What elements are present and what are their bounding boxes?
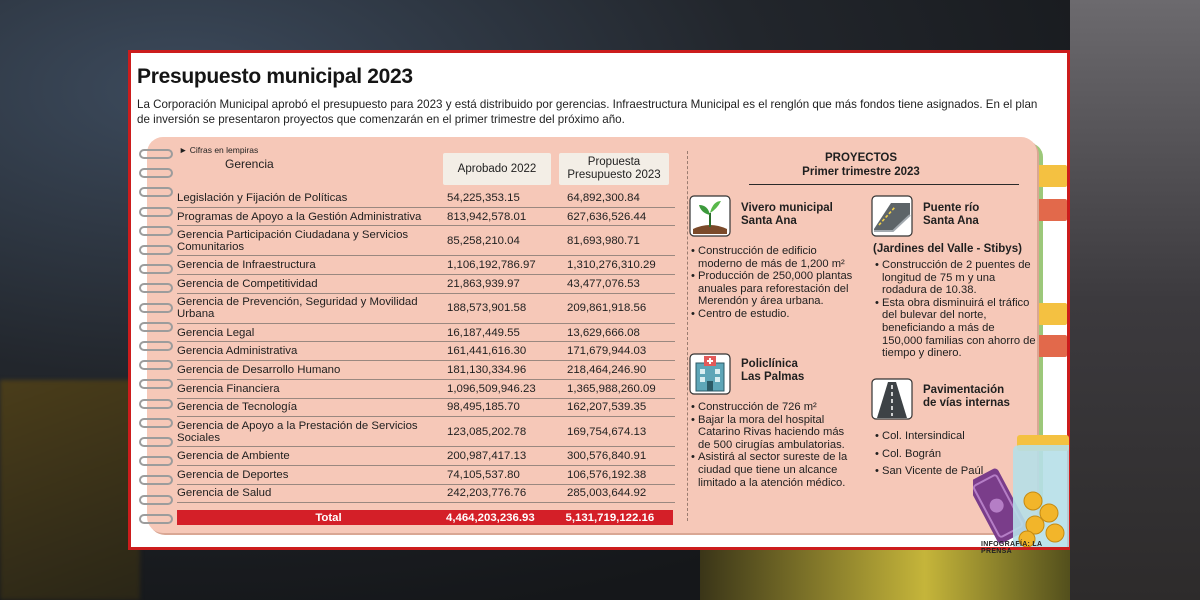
project-puente-subtitle: (Jardines del Valle - Stibys) [873, 243, 1022, 255]
table-row [177, 342, 675, 361]
table-row [177, 294, 675, 324]
spiral-ring [139, 245, 173, 255]
project-vivero-title: Vivero municipal Santa Ana [741, 202, 833, 227]
row-propuesta: 81,693,980.71 [567, 234, 640, 247]
row-propuesta: 209,861,918.56 [567, 302, 647, 315]
row-propuesta: 169,754,674.13 [567, 425, 647, 438]
hospital-icon [689, 353, 731, 395]
currency-note: ► Cifras en lempiras [179, 145, 259, 155]
credit-line: INFOGRAFÍA: LA PRENSA [981, 541, 1043, 555]
notebook-tab [1037, 199, 1067, 221]
row-aprobado: 1,096,509,946.23 [447, 382, 536, 395]
row-gerencia: Legislación y Fijación de Políticas [177, 191, 348, 204]
notebook-tab [1037, 303, 1067, 325]
total-propuesta: 5,131,719,122.16 [565, 511, 655, 524]
table-row [177, 399, 675, 418]
spiral-ring [139, 226, 173, 236]
project-puente-list: • Construcción de 2 puentes de longitud de 75 m y una rodadura de 10.38. • Esta obra disminuirá el tráfico del bulevar del norte, beneficiando a más de 150,000 familias con ahorro de tiempo y dinero. [875, 259, 1037, 360]
spiral-ring [139, 207, 173, 217]
infographic-card [128, 50, 1070, 555]
row-gerencia: Gerencia de Ambiente [177, 450, 290, 463]
row-propuesta: 285,003,644.92 [567, 487, 647, 500]
money-jar-illustration [973, 421, 1069, 547]
row-aprobado: 21,863,939.97 [447, 277, 520, 290]
row-aprobado: 161,441,616.30 [447, 345, 527, 358]
intro-paragraph: La Corporación Municipal aprobó el presupuesto para 2023 y está distribuido por gerencias. Infraestructura Municipal es el renglón que más fondos tiene asignados. En el plan de inversión se presentaron proyectos que comenzarán en el primer trimestre del próximo año. [137, 98, 1038, 126]
project-pavimentacion-list: • Col. Intersindical • Col. Bográn • San Vicente de Paúl [875, 428, 1025, 481]
row-aprobado: 188,573,901.58 [447, 302, 527, 315]
row-propuesta: 627,636,526.44 [567, 210, 647, 223]
spiral-ring [139, 514, 173, 524]
row-propuesta: 171,679,944.03 [567, 345, 647, 358]
row-aprobado: 200,987,417.13 [447, 450, 527, 463]
spiral-ring [139, 360, 173, 370]
projects-heading-rule [749, 184, 1019, 185]
spiral-ring [139, 437, 173, 447]
table-row [177, 189, 675, 208]
spiral-ring [139, 303, 173, 313]
table-row [177, 208, 675, 227]
project-pavimentacion-title: Pavimentación de vías internas [923, 384, 1010, 409]
row-gerencia: Gerencia Participación Ciudadana y Servicios Comunitarios [177, 228, 409, 253]
projects-heading: PROYECTOS Primer trimestre 2023 [802, 152, 920, 178]
spiral-ring [139, 475, 173, 485]
row-propuesta: 300,576,840.91 [567, 450, 647, 463]
table-row [177, 417, 675, 447]
row-gerencia: Gerencia de Prevención, Seguridad y Movilidad Urbana [177, 296, 418, 321]
notebook-tab [1037, 335, 1067, 357]
total-row [177, 510, 673, 525]
row-gerencia: Gerencia de Deportes [177, 468, 289, 481]
plant-icon [689, 195, 731, 237]
spiral-ring [139, 379, 173, 389]
total-aprobado: 4,464,203,236.93 [446, 511, 535, 524]
row-aprobado: 181,130,334.96 [447, 363, 527, 376]
row-gerencia: Gerencia Legal [177, 326, 255, 339]
column-header-propuesta: Propuesta Presupuesto 2023 [559, 153, 669, 185]
row-gerencia: Gerencia de Salud [177, 487, 272, 500]
dashed-divider [687, 151, 688, 521]
project-vivero-list: • Construcción de edificio moderno de más de 1,200 m² • Producción de 250,000 plantas anuales para reforestación del Merendón y área urbana. • Centro de estudio. [691, 245, 863, 321]
row-gerencia: Gerencia de Infraestructura [177, 259, 316, 272]
budget-table [177, 189, 675, 503]
row-aprobado: 16,187,449.55 [447, 326, 520, 339]
project-puente-title: Puente río Santa Ana [923, 202, 980, 227]
row-propuesta: 218,464,246.90 [567, 363, 647, 376]
row-aprobado: 813,942,578.01 [447, 210, 527, 223]
row-propuesta: 64,892,300.84 [567, 191, 640, 204]
row-propuesta: 43,477,076.53 [567, 277, 640, 290]
spiral-ring [139, 495, 173, 505]
spiral-ring [139, 341, 173, 351]
table-row [177, 361, 675, 380]
table-row [177, 485, 675, 504]
row-gerencia: Programas de Apoyo a la Gestión Administrativa [177, 210, 422, 223]
row-aprobado: 98,495,185.70 [447, 401, 520, 414]
notebook-tab [1037, 165, 1067, 187]
total-label: Total [315, 511, 342, 524]
row-gerencia: Gerencia Financiera [177, 382, 280, 395]
table-row [177, 380, 675, 399]
spiral-ring [139, 168, 173, 178]
spiral-ring [139, 322, 173, 332]
row-propuesta: 1,310,276,310.29 [567, 259, 656, 272]
row-aprobado: 54,225,353.15 [447, 191, 520, 204]
table-row [177, 256, 675, 275]
row-aprobado: 123,085,202.78 [447, 425, 527, 438]
background-blur-left [0, 380, 140, 600]
row-gerencia: Gerencia de Tecnología [177, 401, 298, 414]
row-aprobado: 242,203,776.76 [447, 487, 527, 500]
bridge-icon [871, 195, 913, 237]
spiral-ring [139, 149, 173, 159]
table-row [177, 447, 675, 466]
table-row [177, 275, 675, 294]
table-row [177, 466, 675, 485]
table-row [177, 324, 675, 343]
spiral-ring [139, 456, 173, 466]
project-policlinica-list: • Construcción de 726 m² • Bajar la mora del hospital Catarino Rivas haciendo más de 500 cirugías ambulatorias. • Asistirá al sector sureste de la ciudad que tiene un alcance limitado a la atención médico. [691, 401, 859, 489]
spiral-ring [139, 187, 173, 197]
page-title: Presupuesto municipal 2023 [137, 65, 413, 88]
row-propuesta: 162,207,539.35 [567, 401, 647, 414]
road-icon [871, 378, 913, 420]
row-propuesta: 106,576,192.38 [567, 468, 647, 481]
row-aprobado: 85,258,210.04 [447, 234, 520, 247]
table-row [177, 226, 675, 256]
row-propuesta: 1,365,988,260.09 [567, 382, 656, 395]
spiral-ring [139, 399, 173, 409]
row-gerencia: Gerencia Administrativa [177, 345, 298, 358]
row-aprobado: 1,106,192,786.97 [447, 259, 536, 272]
column-header-gerencia: Gerencia [225, 157, 274, 171]
row-propuesta: 13,629,666.08 [567, 326, 640, 339]
project-policlinica-title: Policlínica Las Palmas [741, 358, 805, 383]
row-aprobado: 74,105,537.80 [447, 468, 520, 481]
column-header-aprobado: Aprobado 2022 [443, 153, 551, 185]
spiral-ring [139, 264, 173, 274]
spiral-ring [139, 283, 173, 293]
row-gerencia: Gerencia de Apoyo a la Prestación de Servicios Sociales [177, 419, 418, 444]
background-blur-right [1070, 0, 1200, 600]
row-gerencia: Gerencia de Desarrollo Humano [177, 363, 341, 376]
row-gerencia: Gerencia de Competitividad [177, 277, 318, 290]
spiral-ring [139, 418, 173, 428]
